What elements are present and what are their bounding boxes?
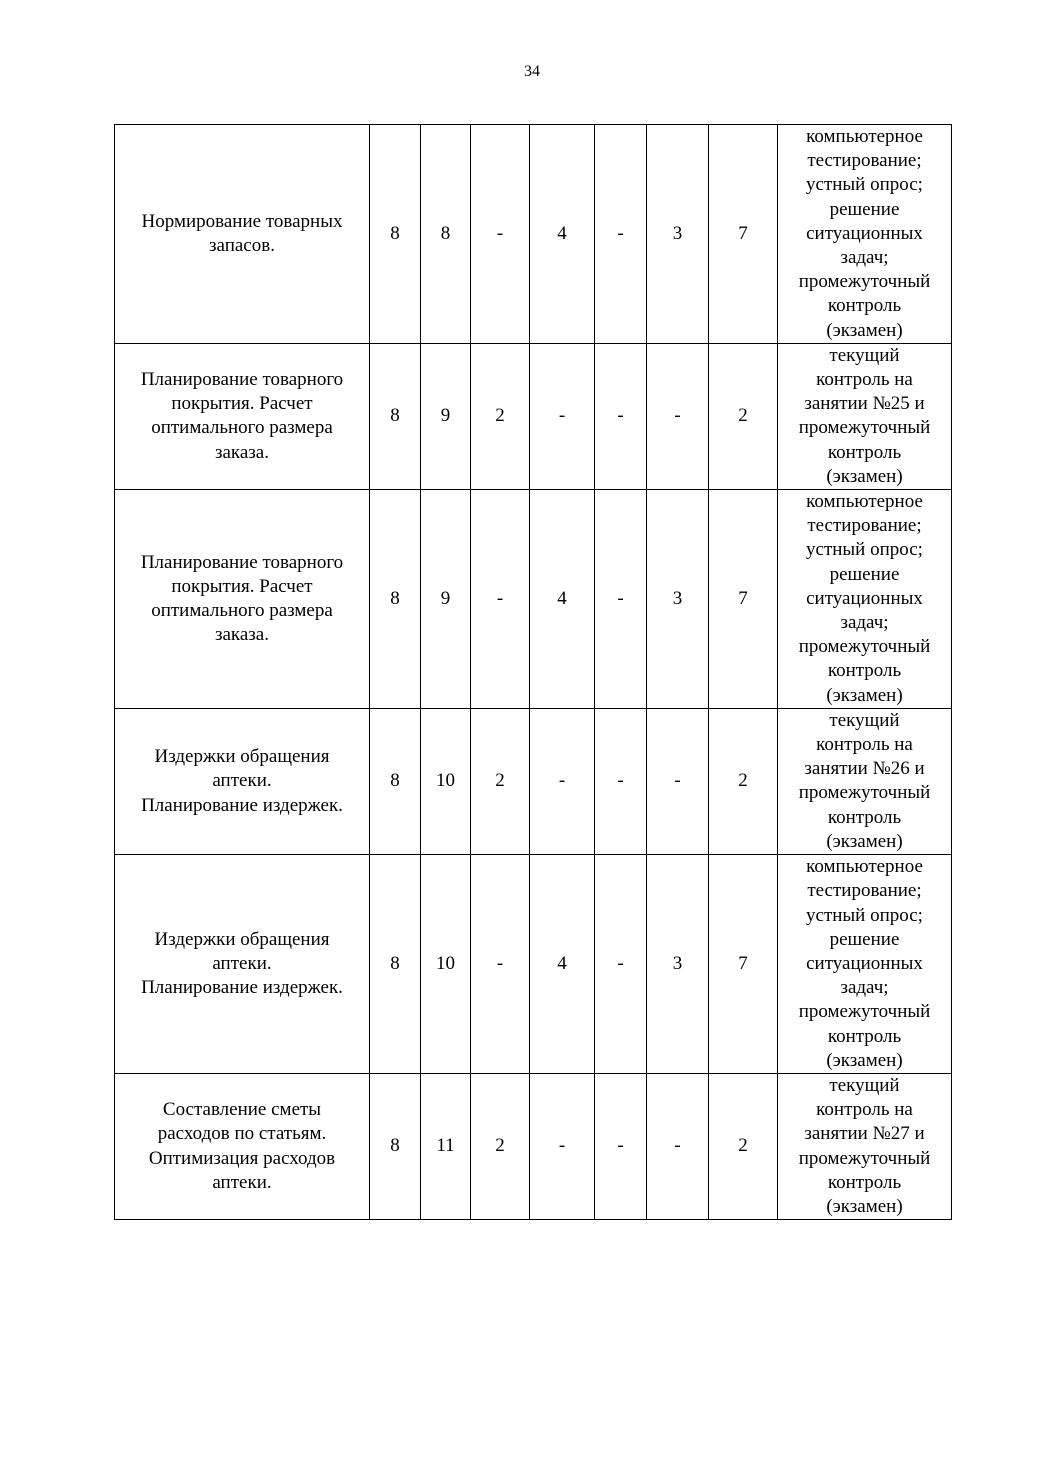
value-cell-4: - [530, 1073, 595, 1219]
control-form-cell [778, 708, 952, 854]
control-form-line: контроль на [816, 1099, 913, 1121]
value-cell-7: 2 [709, 1073, 778, 1219]
value-cell-3: 2 [471, 708, 530, 854]
topic-line: аптеки. [212, 770, 272, 792]
value-cell-2: 8 [421, 125, 471, 344]
control-form-line: текущий [829, 344, 900, 366]
topic-line: Издержки обращения [154, 746, 330, 768]
topic-cell [115, 343, 370, 489]
control-form-line: промежуточный [798, 271, 931, 293]
control-form-cell [778, 1073, 952, 1219]
control-form-line: компьютерное [806, 126, 923, 147]
topic-cell [115, 125, 370, 344]
value-cell-7: 7 [709, 125, 778, 344]
control-form-line: контроль на [816, 734, 913, 756]
control-form-line: задач; [840, 612, 889, 634]
topic-line: Планирование товарного [140, 551, 344, 573]
value-cell-6: - [647, 1073, 709, 1219]
value-cell-2: 9 [421, 490, 471, 709]
value-cell-3: 2 [471, 343, 530, 489]
topic-cell [115, 708, 370, 854]
control-form-line: (экзамен) [826, 1195, 903, 1217]
topic-line: Нормирование товарных [141, 210, 343, 232]
value-cell-5: - [595, 490, 647, 709]
topic-line: Составление сметы [162, 1099, 322, 1121]
table-row [115, 490, 952, 709]
control-form-line: устный опрос; [806, 174, 923, 196]
value-cell-5: - [595, 343, 647, 489]
control-form-line: (экзамен) [826, 465, 903, 487]
value-cell-4: - [530, 343, 595, 489]
control-form-line: занятии №27 и [804, 1123, 925, 1145]
value-cell-4: 4 [530, 490, 595, 709]
value-cell-2: 10 [421, 855, 471, 1074]
topic-line: расходов по статьям. [157, 1123, 327, 1145]
table-row [115, 855, 952, 1074]
control-form-line: занятии №26 и [804, 758, 925, 780]
table-row [115, 343, 952, 489]
value-cell-1: 8 [370, 343, 421, 489]
topic-line: покрытия. Расчет [171, 393, 313, 415]
value-cell-4: 4 [530, 125, 595, 344]
control-form-line: тестирование; [807, 515, 922, 537]
control-form-line: ситуационных [806, 952, 923, 974]
topic-line: Планирование издержек. [141, 977, 343, 999]
control-form-line: контроль [827, 806, 902, 828]
table-row [115, 708, 952, 854]
value-cell-1: 8 [370, 708, 421, 854]
value-cell-5: - [595, 708, 647, 854]
control-form-line: решение [829, 563, 900, 585]
control-form-line: контроль [827, 295, 902, 317]
value-cell-3: - [471, 125, 530, 344]
value-cell-2: 9 [421, 343, 471, 489]
value-cell-7: 2 [709, 708, 778, 854]
value-cell-6: - [647, 343, 709, 489]
topic-line: Оптимизация расходов [148, 1147, 336, 1169]
control-form-cell [778, 125, 952, 344]
value-cell-3: 2 [471, 1073, 530, 1219]
curriculum-table [114, 124, 952, 1220]
value-cell-3: - [471, 855, 530, 1074]
control-form-line: контроль на [816, 369, 913, 391]
value-cell-1: 8 [370, 1073, 421, 1219]
value-cell-6: 3 [647, 125, 709, 344]
control-form-line: ситуационных [806, 222, 923, 244]
control-form-line: (экзамен) [826, 684, 903, 706]
control-form-line: промежуточный [798, 636, 931, 658]
control-form-line: текущий [829, 709, 900, 731]
table-row [115, 1073, 952, 1219]
control-form-cell [778, 855, 952, 1074]
control-form-line: промежуточный [798, 782, 931, 804]
table-row [115, 125, 952, 344]
topic-line: аптеки. [212, 952, 272, 974]
value-cell-7: 7 [709, 490, 778, 709]
value-cell-1: 8 [370, 125, 421, 344]
topic-cell [115, 1073, 370, 1219]
control-form-line: контроль [827, 660, 902, 682]
value-cell-6: - [647, 708, 709, 854]
value-cell-1: 8 [370, 490, 421, 709]
control-form-line: (экзамен) [826, 1049, 903, 1071]
control-form-line: контроль [827, 1025, 902, 1047]
topic-line: Издержки обращения [154, 928, 330, 950]
control-form-line: устный опрос; [806, 904, 923, 926]
value-cell-2: 11 [421, 1073, 471, 1219]
control-form-line: компьютерное [806, 856, 923, 878]
control-form-line: компьютерное [806, 491, 923, 513]
control-form-line: решение [829, 928, 900, 950]
value-cell-5: - [595, 1073, 647, 1219]
topic-line: заказа. [214, 441, 269, 463]
table-body [115, 125, 952, 1220]
value-cell-7: 7 [709, 855, 778, 1074]
control-form-line: текущий [829, 1074, 900, 1096]
control-form-cell [778, 343, 952, 489]
control-form-line: устный опрос; [806, 539, 923, 561]
control-form-line: тестирование; [807, 150, 922, 172]
control-form-line: задач; [840, 247, 889, 269]
topic-line: аптеки. [212, 1171, 272, 1193]
value-cell-6: 3 [647, 855, 709, 1074]
control-form-line: промежуточный [798, 1001, 931, 1023]
topic-line: заказа. [214, 624, 269, 646]
control-form-line: ситуационных [806, 587, 923, 609]
control-form-line: решение [829, 198, 900, 220]
control-form-line: (экзамен) [826, 319, 903, 341]
control-form-line: промежуточный [798, 1147, 931, 1169]
value-cell-4: - [530, 708, 595, 854]
control-form-line: промежуточный [798, 417, 931, 439]
topic-cell [115, 855, 370, 1074]
topic-cell [115, 490, 370, 709]
value-cell-7: 2 [709, 343, 778, 489]
value-cell-1: 8 [370, 855, 421, 1074]
control-form-line: занятии №25 и [804, 393, 925, 415]
control-form-line: контроль [827, 441, 902, 463]
value-cell-6: 3 [647, 490, 709, 709]
topic-line: Планирование товарного [140, 369, 344, 391]
control-form-line: (экзамен) [826, 830, 903, 852]
value-cell-5: - [595, 855, 647, 1074]
topic-line: покрытия. Расчет [171, 575, 313, 597]
value-cell-2: 10 [421, 708, 471, 854]
control-form-cell [778, 490, 952, 709]
topic-line: Планирование издержек. [141, 794, 343, 816]
control-form-line: задач; [840, 977, 889, 999]
value-cell-4: 4 [530, 855, 595, 1074]
topic-line: запасов. [209, 234, 275, 256]
topic-line: оптимального размера [151, 417, 333, 439]
page-number: 34 [524, 63, 540, 80]
topic-line: оптимального размера [151, 599, 333, 621]
control-form-line: тестирование; [807, 880, 922, 902]
value-cell-5: - [595, 125, 647, 344]
control-form-line: контроль [827, 1171, 902, 1193]
value-cell-3: - [471, 490, 530, 709]
